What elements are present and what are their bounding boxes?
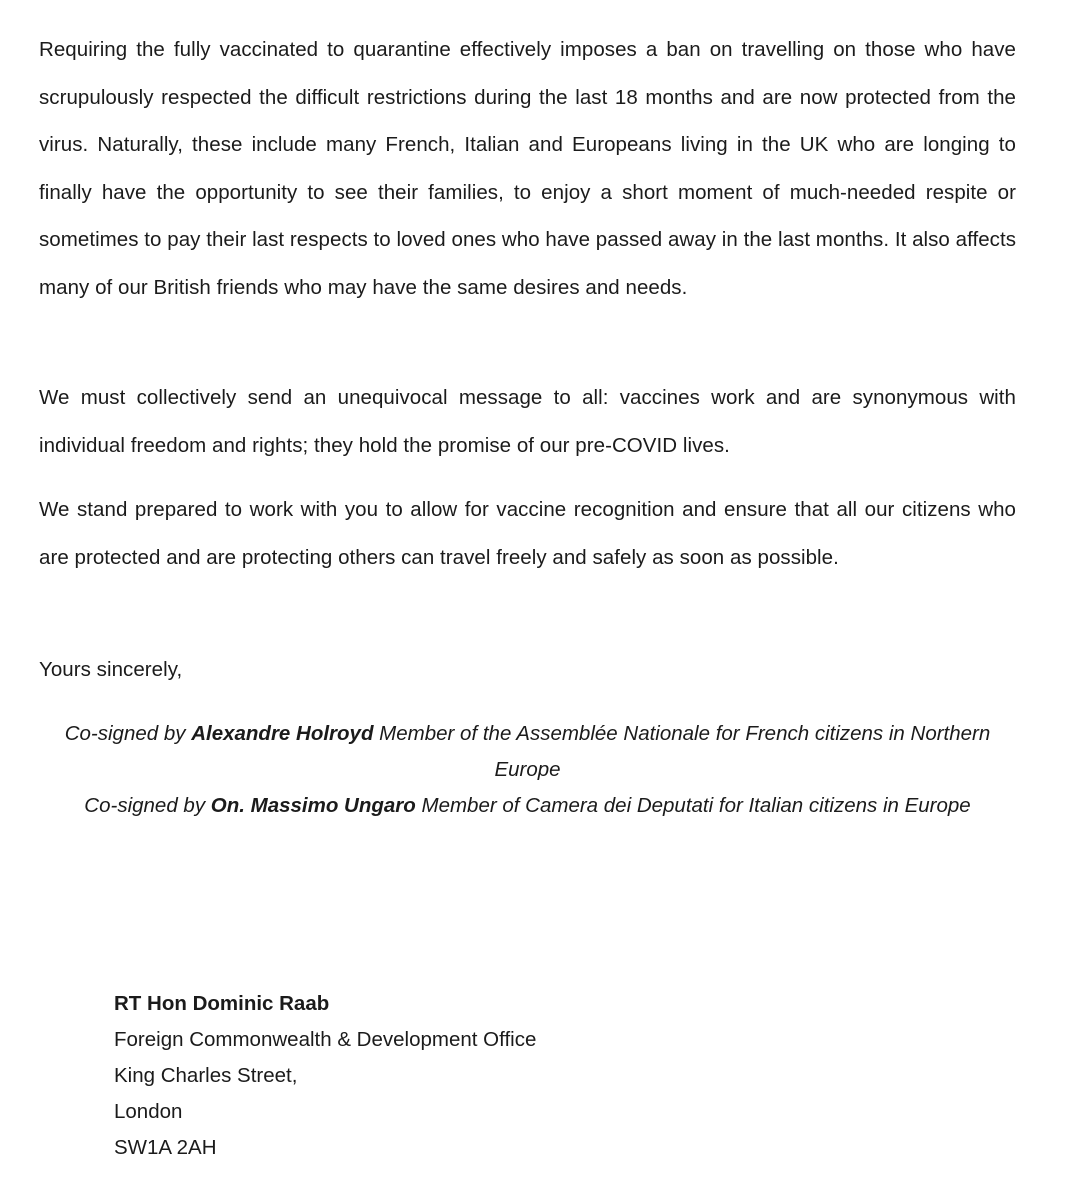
recipient-street: King Charles Street, bbox=[114, 1064, 298, 1087]
letter-paragraph-1: Requiring the fully vaccinated to quarantine effectively imposes a ban on travelling on those who have scrupulously respected the difficult restrictions during the last 18 months and are now protected from the virus. Naturally, these include many French, Italian and Europeans living in the UK who are longing to finally have the opportunity to see their families, to enjoy a short moment of much-needed respite or sometimes to pay their last respects to loved ones who have passed away in the last months. It also affects many of our British friends who may have the same desires and needs. bbox=[39, 38, 1016, 299]
recipient-city: London bbox=[114, 1100, 183, 1123]
recipient-postcode: SW1A 2AH bbox=[114, 1136, 217, 1159]
cosigner-2-prefix: Co-signed by bbox=[84, 794, 211, 817]
recipient-address bbox=[114, 986, 536, 1166]
cosigner-1-name: Alexandre Holroyd bbox=[191, 722, 374, 745]
letter-paragraph-3: We stand prepared to work with you to allow for vaccine recognition and ensure that all our citizens who are protected and are protecting others can travel freely and safely as soon as possible. bbox=[39, 498, 1016, 569]
letter-paragraph-2: We must collectively send an unequivocal message to all: vaccines work and are synonymous with individual freedom and rights; they hold the promise of our pre-COVID lives. bbox=[39, 386, 1016, 457]
cosigner-2-role: Member of Camera dei Deputati for Italian citizens in Europe bbox=[415, 794, 971, 817]
cosigner-1 bbox=[39, 716, 1016, 788]
letter-closing: Yours sincerely, bbox=[39, 658, 183, 681]
cosigner-1-prefix: Co-signed by bbox=[64, 722, 192, 745]
recipient-organization: Foreign Commonwealth & Development Office bbox=[114, 1028, 537, 1051]
cosigner-2-name: On. Massimo Ungaro bbox=[210, 794, 416, 817]
cosigner-1-role: Member of the Assemblée Nationale for French citizens in Northern Europe bbox=[373, 722, 991, 781]
recipient-name: RT Hon Dominic Raab bbox=[114, 992, 330, 1015]
cosigner-2 bbox=[39, 788, 1016, 824]
